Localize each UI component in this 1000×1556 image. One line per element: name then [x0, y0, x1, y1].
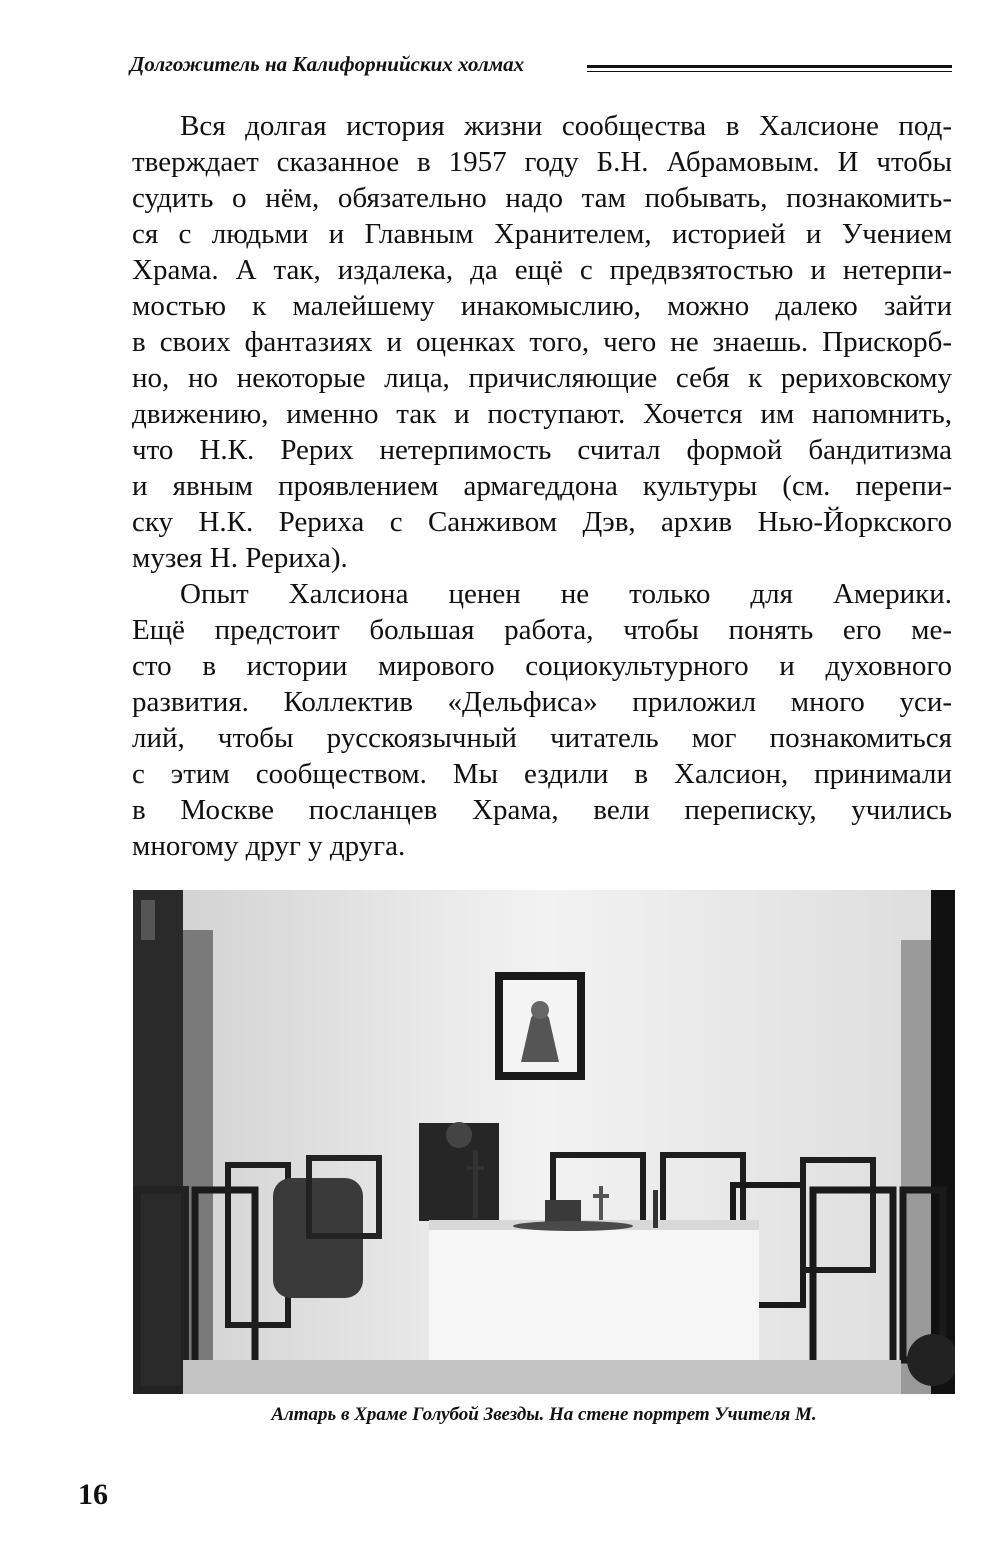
altar-photo [133, 890, 955, 1394]
text-line: Вся долгая история жизни сообщества в Халсионе под- [180, 110, 952, 142]
text-line: с этим сообществом. Мы ездили в Халсион, принимали [132, 758, 952, 790]
paragraph-1 [132, 108, 952, 576]
text-line: Храма. А так, издалека, да ещё с предвзятостью и нетерпи- [132, 254, 952, 286]
text-line: движению, именно так и поступают. Хочется им напомнить, [132, 398, 952, 430]
text-line: лий, чтобы русскоязычный читатель мог познакомиться [132, 722, 952, 754]
text-line: Опыт Халсиона ценен не только для Америки. [180, 578, 952, 610]
text-line: что Н.К. Рерих нетерпимость считал формой бандитизма [132, 434, 952, 466]
body-text [132, 108, 952, 864]
text-line: судить о нём, обязательно надо там побывать, познакомить- [132, 182, 952, 214]
photo-caption: Алтарь в Храме Голубой Звезды. На стене портрет Учителя М. [271, 1404, 817, 1425]
page-number: 16 [78, 1478, 108, 1511]
text-line: и явным проявлением армагеддона культуры (см. перепи- [132, 470, 952, 502]
text-line: ску Н.К. Рериха с Санживом Дэв, архив Нью-Йоркского [132, 506, 952, 538]
text-line: многому друг у друга. [132, 830, 406, 862]
text-line: музея Н. Рериха). [132, 542, 348, 574]
running-header-title: Долгожитель на Калифорнийских холмах [130, 52, 525, 76]
text-line: ся с людьми и Главным Хранителем, историей и Учением [132, 218, 952, 250]
text-line: сто в истории мирового социокультурного и духовного [132, 650, 952, 682]
text-line: в Москве посланцев Храма, вели переписку, учились [132, 794, 952, 826]
text-line: Ещё предстоит большая работа, чтобы понять его ме- [132, 614, 952, 646]
text-line: в своих фантазиях и оценках того, чего не знаешь. Прискорб- [132, 326, 952, 358]
text-line: но, но некоторые лица, причисляющие себя к рериховскому [132, 362, 952, 394]
running-header [130, 52, 952, 86]
text-line: мостью к малейшему инакомыслию, можно далеко зайти [132, 290, 952, 322]
text-line: развития. Коллектив «Дельфиса» приложил много уси- [132, 686, 952, 718]
text-line: тверждает сказанное в 1957 году Б.Н. Абрамовым. И чтобы [132, 146, 952, 178]
header-rule [587, 65, 952, 74]
paragraph-2 [132, 576, 952, 864]
